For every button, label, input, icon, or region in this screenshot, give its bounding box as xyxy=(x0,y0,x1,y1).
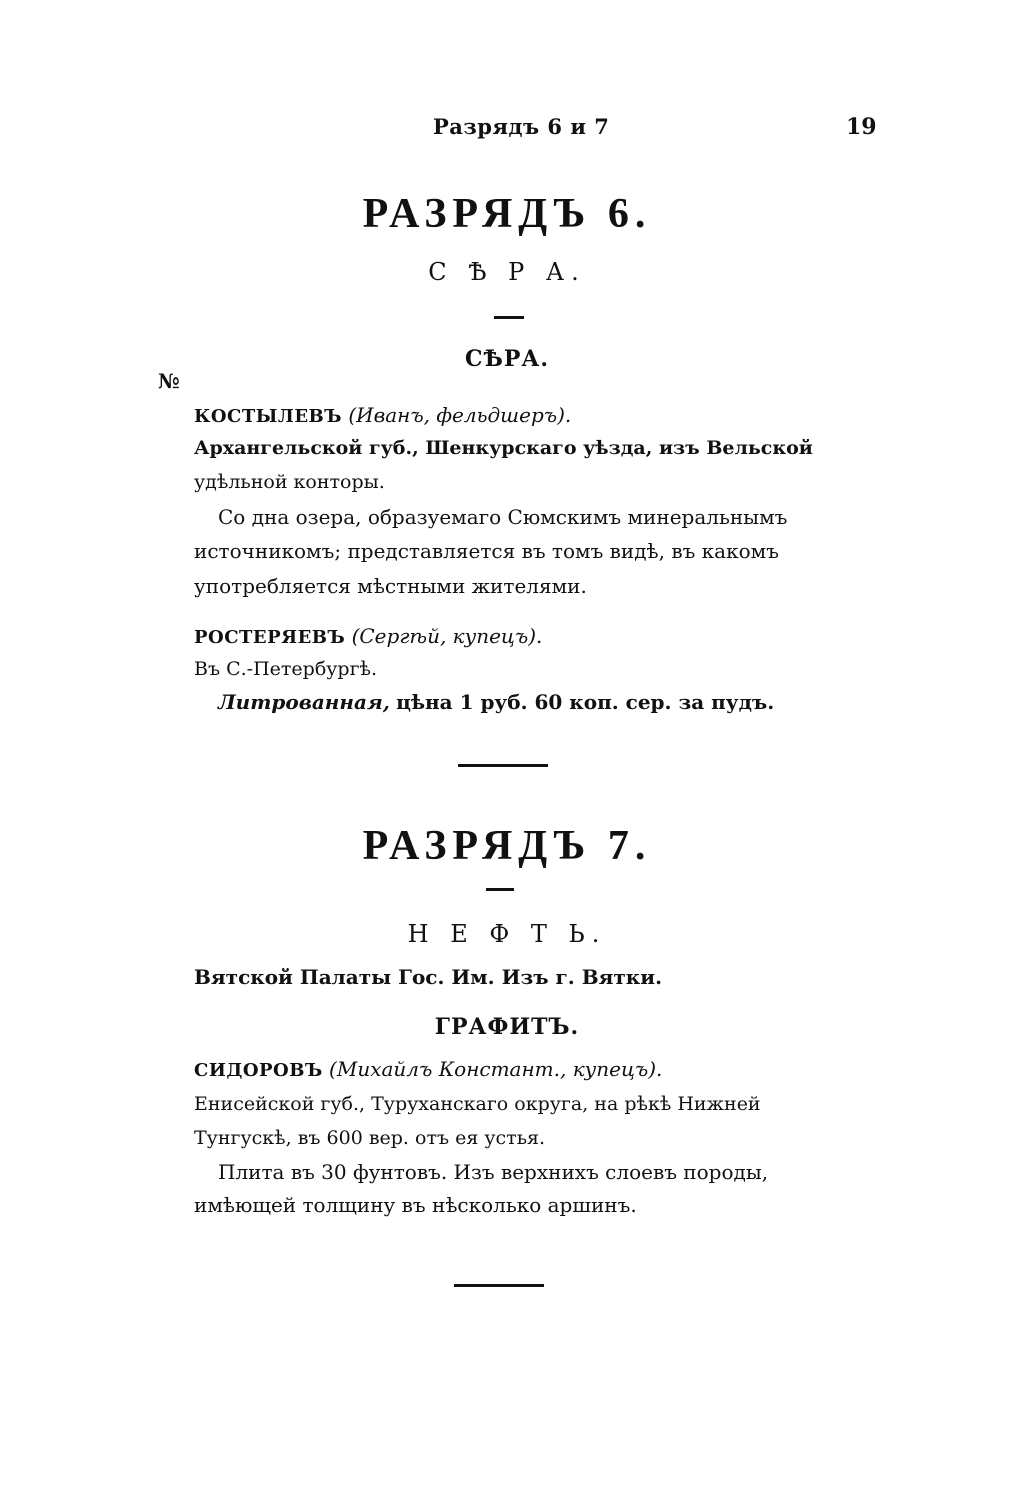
entry-location: удѣльной конторы. xyxy=(194,471,385,493)
entry-description: источникомъ; представляется въ томъ видѣ, въ какомъ xyxy=(194,539,779,563)
section-7-subtitle: Н Е Ф Т Ь. xyxy=(407,920,607,948)
section-6-title: РАЗРЯДЪ 6. xyxy=(362,191,652,237)
entry-description xyxy=(218,690,774,714)
exhibitor-name: СИДОРОВЪ xyxy=(194,1060,323,1081)
exhibitor-note: (Сергѣй, купецъ). xyxy=(351,624,543,648)
entry-heading xyxy=(194,403,571,427)
number-sign: № xyxy=(158,369,180,393)
entry-location: Архангельской губ., Шенкурскаго уѣзда, изъ Вельской xyxy=(194,437,813,459)
entry-description: Плита въ 30 фунтовъ. Изъ верхнихъ слоевъ породы, xyxy=(218,1160,769,1184)
running-title: Разрядъ 6 и 7 xyxy=(433,114,610,139)
exhibitor-note: (Михайлъ Констант., купецъ). xyxy=(329,1057,663,1081)
entry-description: Со дна озера, образуемаго Сюмскимъ минеральнымъ xyxy=(218,505,788,529)
section-7-title: РАЗРЯДЪ 7. xyxy=(362,823,652,869)
section-6-subtitle: С Ѣ Р А. xyxy=(428,258,586,286)
oil-entry: Вятской Палаты Гос. Им. Изъ г. Вятки. xyxy=(194,965,663,989)
exhibitor-name: КОСТЫЛЕВЪ xyxy=(194,406,342,427)
entry-heading xyxy=(194,624,542,648)
entry-location: Тунгускѣ, въ 600 вер. отъ ея устья. xyxy=(194,1127,546,1149)
short-rule xyxy=(486,888,514,891)
description-italic: Литрованная, xyxy=(218,690,390,714)
short-rule xyxy=(494,316,524,319)
entry-heading xyxy=(194,1057,662,1081)
item-title-graphite: ГРАФИТЪ. xyxy=(434,1014,580,1040)
entry-description: употребляется мѣстными жителями. xyxy=(194,574,587,598)
entry-location: Въ С.-Петербургѣ. xyxy=(194,658,378,680)
description-price: цѣна 1 руб. 60 коп. сер. за пудъ. xyxy=(396,690,775,714)
section-divider xyxy=(454,1284,544,1287)
item-title-sulfur: СѢРА. xyxy=(465,346,549,372)
page-number: 19 xyxy=(846,114,877,140)
section-divider xyxy=(458,764,548,767)
exhibitor-name: РОСТЕРЯЕВЪ xyxy=(194,627,346,648)
exhibitor-note: (Иванъ, фельдшеръ). xyxy=(348,403,572,427)
entry-location: Енисейской губ., Туруханскаго округа, на рѣкѣ Нижней xyxy=(194,1093,761,1115)
entry-description: имѣющей толщину въ нѣсколько аршинъ. xyxy=(194,1193,637,1217)
